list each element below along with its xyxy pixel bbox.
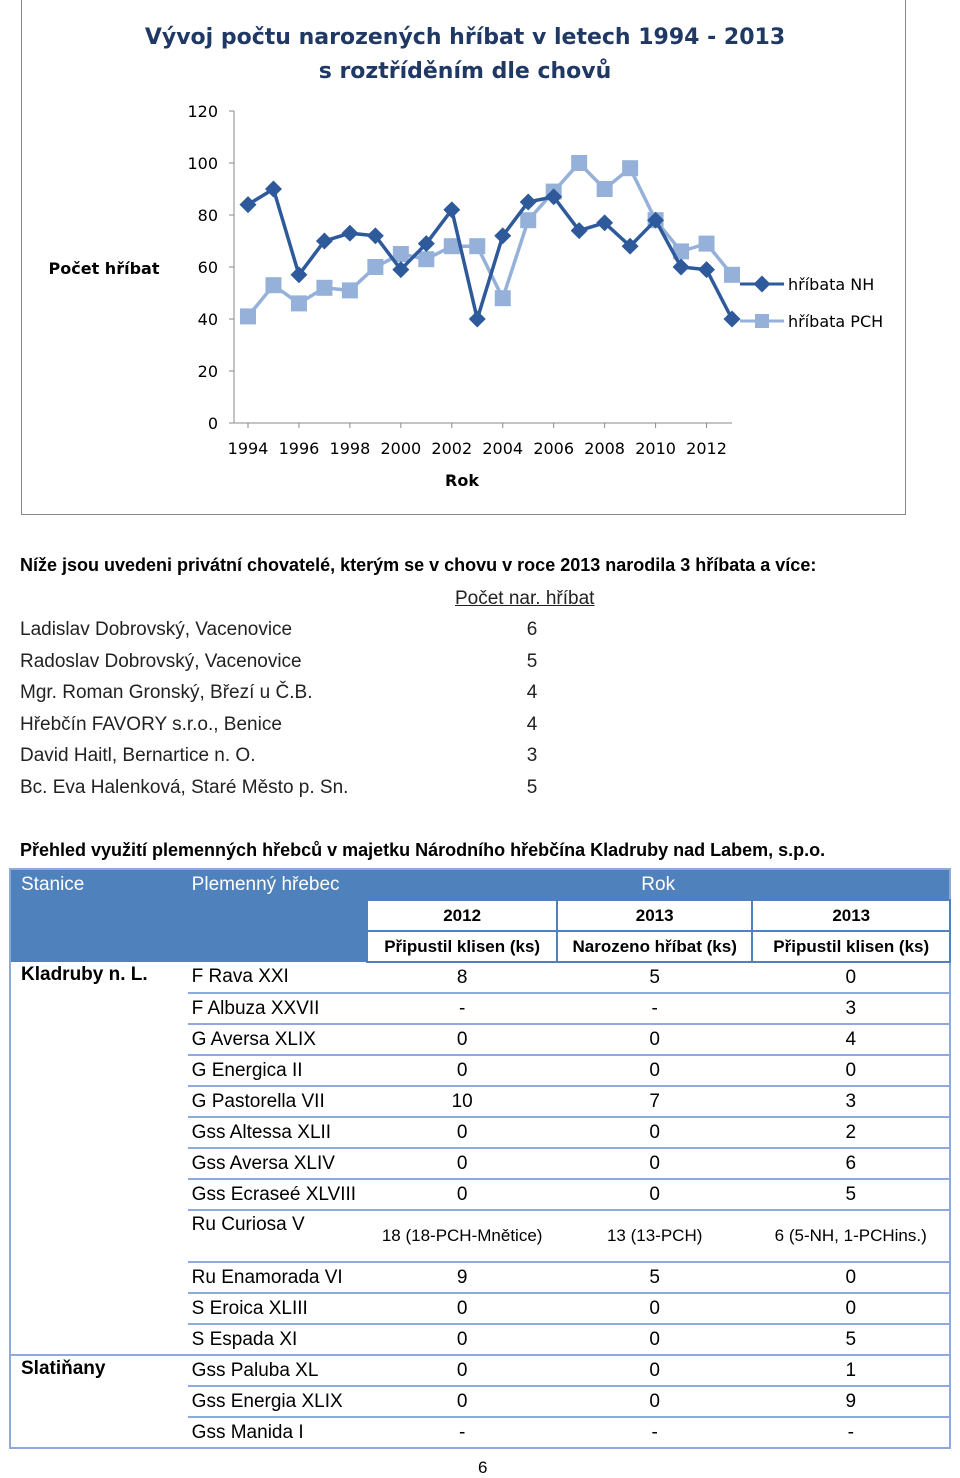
table-row — [10, 962, 950, 993]
x-tick-label: 2006 — [533, 439, 575, 458]
stallion-name: S Espada XI — [188, 1324, 368, 1355]
stallion-name: G Aversa XLIX — [188, 1024, 368, 1055]
value-cell-c: 5 — [752, 1179, 950, 1210]
breeder-name: Ladislav Dobrovský, Vacenovice — [20, 619, 293, 640]
pch-point — [367, 259, 383, 275]
nh-point — [673, 259, 690, 276]
stallion-name: Ru Enamorada VI — [188, 1262, 368, 1293]
value-cell-c: 5 — [752, 1324, 950, 1355]
stallion-name: G Pastorella VII — [188, 1086, 368, 1117]
value-cell-b: 0 — [557, 1055, 753, 1086]
value-cell-c: 1 — [752, 1355, 950, 1386]
nh-point — [341, 225, 358, 242]
x-tick-label: 1994 — [227, 439, 269, 458]
breeder-name: Hřebčín FAVORY s.r.o., Benice — [20, 713, 282, 735]
y-tick-label: 80 — [197, 206, 218, 225]
y-tick-label: 20 — [197, 362, 218, 381]
value-cell-a: 0 — [367, 1324, 557, 1355]
x-tick-label: 2012 — [686, 439, 727, 458]
stallion-name: Gss Aversa XLIV — [188, 1148, 368, 1179]
stallion-name: G Energica II — [188, 1055, 368, 1086]
pch-point — [495, 290, 511, 306]
col-year-header: Rok — [367, 869, 950, 900]
chart-series — [240, 155, 741, 327]
value-cell-a: 0 — [367, 1117, 557, 1148]
stallion-table — [9, 868, 951, 1449]
nh-point — [724, 311, 741, 328]
value-cell-c: 2 — [752, 1117, 950, 1148]
stallion-name: Ru Curiosa V — [188, 1210, 368, 1262]
breeder-count: 6 — [526, 619, 538, 640]
chart-title-line2: s roztříděním dle chovů — [318, 59, 612, 84]
value-cell-a: 18 (18-PCH-Mnětice) — [367, 1210, 557, 1262]
station-cell: Slatiňany — [10, 1355, 188, 1448]
value-cell-a: 10 — [367, 1086, 557, 1117]
pch-point — [520, 212, 536, 228]
value-cell-b: 0 — [557, 1117, 753, 1148]
stallion-name: Gss Altessa XLII — [188, 1117, 368, 1148]
breeder-count: 5 — [526, 777, 538, 798]
line-chart — [22, 0, 907, 515]
value-cell-c: - — [752, 1417, 950, 1448]
legend-nh-marker — [754, 276, 771, 293]
breeder-name: David Haitl, Bernartice n. O. — [20, 745, 256, 767]
value-cell-b: 5 — [557, 962, 753, 993]
pch-point — [724, 267, 740, 283]
breeder-count: 4 — [526, 713, 538, 735]
value-cell-a: - — [367, 993, 557, 1024]
chart-panel — [21, 0, 906, 515]
value-cell-b: 13 (13-PCH) — [557, 1210, 753, 1262]
value-cell-c: 0 — [752, 1262, 950, 1293]
pch-point — [342, 282, 358, 298]
stallion-name: Gss Ecraseé XLVIII — [188, 1179, 368, 1210]
stallion-name: Gss Manida I — [188, 1417, 368, 1448]
pch-point — [699, 236, 715, 252]
col-stallion-header: Plemenný hřebec — [188, 869, 368, 962]
value-cell-c: 3 — [752, 1086, 950, 1117]
pch-point — [469, 238, 485, 254]
pch-point — [622, 160, 638, 176]
value-cell-a: 0 — [367, 1386, 557, 1417]
legend-pch-label: hříbata PCH — [788, 312, 884, 331]
pch-point — [291, 295, 307, 311]
value-cell-a: 0 — [367, 1293, 557, 1324]
value-cell-c: 6 — [752, 1148, 950, 1179]
value-cell-a: 0 — [367, 1148, 557, 1179]
x-tick-label: 1998 — [329, 439, 371, 458]
table-row — [10, 1355, 950, 1386]
series-line-nh — [248, 189, 732, 319]
y-axis-label: Počet hříbat — [48, 259, 160, 278]
sub-year-1: 2012 — [367, 900, 557, 931]
sub-label-3: Připustil klisen (ks) — [752, 931, 950, 962]
nh-point — [698, 261, 715, 278]
y-tick-label: 100 — [187, 154, 218, 173]
breeder-count: 5 — [526, 650, 538, 672]
stallion-name: Gss Paluba XL — [188, 1355, 368, 1386]
value-cell-c: 0 — [752, 962, 950, 993]
value-cell-c: 6 (5-NH, 1-PCHins.) — [752, 1210, 950, 1262]
value-cell-b: 7 — [557, 1086, 753, 1117]
y-tick-label: 40 — [197, 310, 218, 329]
nh-point — [469, 311, 486, 328]
x-tick-label: 2008 — [584, 439, 625, 458]
value-cell-b: 5 — [557, 1262, 753, 1293]
value-cell-a: 8 — [367, 962, 557, 993]
x-tick-label: 2000 — [380, 439, 422, 458]
pch-point — [571, 155, 587, 171]
value-cell-a: 0 — [367, 1355, 557, 1386]
nh-point — [265, 181, 282, 198]
value-cell-c: 4 — [752, 1024, 950, 1055]
stallion-name: S Eroica XLIII — [188, 1293, 368, 1324]
value-cell-a: 0 — [367, 1179, 557, 1210]
breeder-name: Bc. Eva Halenková, Staré Město p. Sn. — [20, 777, 349, 798]
value-cell-c: 0 — [752, 1293, 950, 1324]
value-cell-c: 3 — [752, 993, 950, 1024]
legend-nh-label: hříbata NH — [788, 275, 875, 294]
pch-point — [597, 181, 613, 197]
value-cell-a: 0 — [367, 1024, 557, 1055]
x-tick-label: 2010 — [635, 439, 676, 458]
stallion-name: F Rava XXI — [188, 962, 368, 993]
legend-pch-marker — [755, 314, 769, 328]
breeder-name: Radoslav Dobrovský, Vacenovice — [20, 650, 302, 672]
col-station-header: Stanice — [10, 869, 188, 962]
value-cell-b: 0 — [557, 1355, 753, 1386]
pch-point — [316, 280, 332, 296]
value-cell-b: - — [557, 1417, 753, 1448]
value-cell-c: 9 — [752, 1386, 950, 1417]
value-cell-c: 0 — [752, 1055, 950, 1086]
pch-point — [240, 308, 256, 324]
pch-point — [265, 277, 281, 293]
y-tick-label: 0 — [207, 414, 218, 433]
x-tick-label: 2002 — [431, 439, 473, 458]
sub-label-2: Narozeno hříbat (ks) — [557, 931, 753, 962]
x-tick-label: 1996 — [278, 439, 320, 458]
breeder-count: 3 — [526, 745, 538, 767]
value-cell-b: - — [557, 993, 753, 1024]
value-cell-a: 0 — [367, 1055, 557, 1086]
stallion-name: Gss Energia XLIX — [188, 1386, 368, 1417]
stallion-name: F Albuza XXVII — [188, 993, 368, 1024]
value-cell-b: 0 — [557, 1324, 753, 1355]
value-cell-b: 0 — [557, 1179, 753, 1210]
sub-year-2: 2013 — [557, 900, 753, 931]
breeders-count-header: Počet nar. hříbat — [455, 588, 595, 609]
breeders-heading: Níže jsou uvedeni privátní chovatelé, kterým se v chovu v roce 2013 narodila 3 hříbata a více: — [20, 555, 817, 575]
sub-label-1: Připustil klisen (ks) — [367, 931, 557, 962]
value-cell-b: 0 — [557, 1148, 753, 1179]
breeder-name: Mgr. Roman Gronský, Březí u Č.B. — [20, 682, 313, 704]
page-number: 6 — [478, 1458, 488, 1477]
value-cell-a: - — [367, 1417, 557, 1448]
x-tick-label: 2004 — [482, 439, 524, 458]
table-header-row — [10, 869, 950, 900]
y-tick-label: 60 — [197, 258, 218, 277]
value-cell-b: 0 — [557, 1024, 753, 1055]
y-tick-label: 120 — [187, 102, 218, 121]
pch-point — [418, 251, 434, 267]
nh-point — [240, 196, 257, 213]
stallions-heading: Přehled využití plemenných hřebců v majetku Národního hřebčína Kladruby nad Labem, s.p.o. — [20, 840, 826, 860]
station-cell: Kladruby n. L. — [10, 962, 188, 1355]
sub-year-3: 2013 — [752, 900, 950, 931]
x-axis-label: Rok — [445, 471, 479, 490]
breeder-count: 4 — [526, 682, 538, 704]
chart-title-line1: Vývoj počtu narozených hříbat v letech 1994 - 2013 — [144, 25, 786, 50]
value-cell-a: 9 — [367, 1262, 557, 1293]
chart-legend — [740, 275, 883, 331]
value-cell-b: 0 — [557, 1293, 753, 1324]
value-cell-b: 0 — [557, 1386, 753, 1417]
